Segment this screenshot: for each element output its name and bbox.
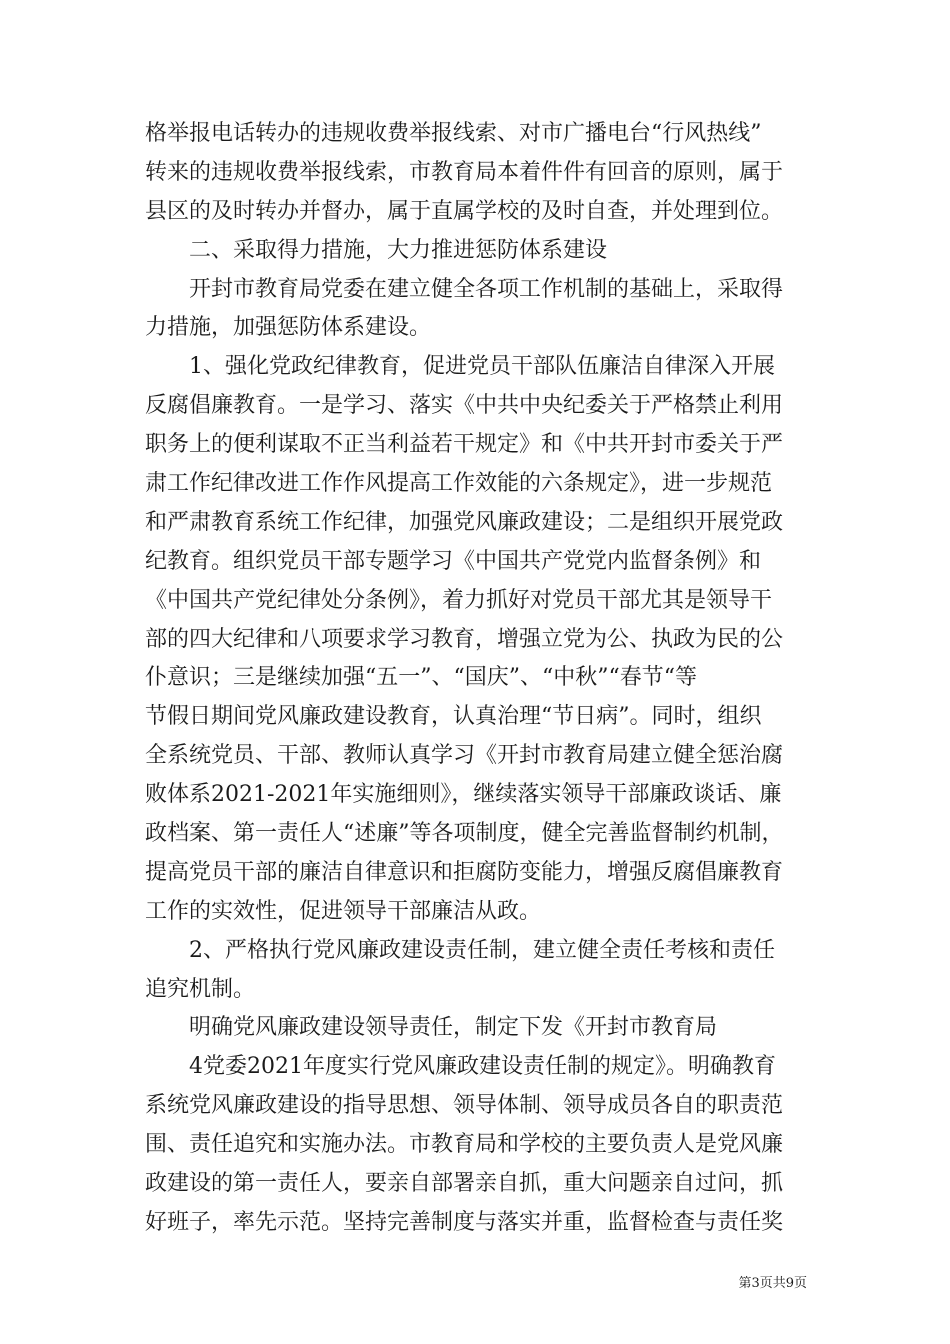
text-line: 政建设的第一责任人，要亲自部署亲自抓，重大问题亲自过问，抓 <box>145 1171 784 1197</box>
text-line: 仆意识；三是继续加强“五一”、“国庆”、“中秋”“春节“等 <box>145 665 697 691</box>
text-line: 开封市教育局党委在建立健全各项工作机制的基础上，采取得 <box>189 276 784 302</box>
text-line: 反腐倡廉教育。一是学习、落实《中共中央纪委关于严格禁止利用 <box>145 393 784 419</box>
text-line: 好班子，率先示范。坚持完善制度与落实并重，监督检查与责任奖 <box>145 1209 784 1235</box>
text-line: 提高党员干部的廉洁自律意识和拒腐防变能力，增强反腐倡廉教育 <box>145 859 784 885</box>
text-line: 县区的及时转办并督办，属于直属学校的及时自查，并处理到位。 <box>145 198 784 224</box>
text-line: 节假日期间党风廉政建设教育，认真治理“节日病”。同时，组织 <box>145 704 762 730</box>
text-line: 工作的实效性，促进领导干部廉洁从政。 <box>145 898 542 924</box>
text-line: 肃工作纪律改进工作作风提高工作效能的六条规定》，进一步规范 <box>145 471 773 497</box>
text-line: 格举报电话转办的违规收费举报线索、对市广播电台“行风热线” <box>145 121 762 146</box>
text-line: 4党委2021年度实行党风廉政建设责任制的规定》。明确教育 <box>189 1054 776 1080</box>
page-number: 第3页共9页 <box>738 1276 807 1291</box>
text-line: 职务上的便利谋取不正当利益若干规定》和《中共开封市委关于严 <box>145 432 784 458</box>
text-line: 追究机制。 <box>145 976 256 1002</box>
text-line: 明确党风廉政建设领导责任，制定下发《开封市教育局 <box>189 1015 718 1041</box>
text-line: 《中国共产党纪律处分条例》，着力抓好对党员干部尤其是领导干 <box>145 587 773 613</box>
text-line: 纪教育。组织党员干部专题学习《中国共产党党内监督条例》和 <box>145 548 762 574</box>
text-line: 部的四大纪律和八项要求学习教育，增强立党为公、执政为民的公 <box>145 626 784 652</box>
document-body <box>145 115 810 1243</box>
text-line: 转来的违规收费举报线索，市教育局本着件件有回音的原则，属于 <box>145 159 784 185</box>
text-line: 系统党风廉政建设的指导思想、领导体制、领导成员各自的职责范 <box>145 1093 784 1119</box>
subsection-heading: 2、严格执行党风廉政建设责任制，建立健全责任考核和责任 <box>189 937 775 963</box>
text-line: 力措施，加强惩防体系建设。 <box>145 315 432 341</box>
text-line: 败体系2021-2021年实施细则》，继续落实领导干部廉政谈话、廉 <box>145 782 782 808</box>
section-heading: 二、采取得力措施，大力推进惩防体系建设 <box>189 237 608 263</box>
text-line: 和严肃教育系统工作纪律，加强党风廉政建设；二是组织开展党政 <box>145 509 784 535</box>
text-line: 政档案、第一责任人“述廉”等各项制度，健全完善监督制约机制， <box>145 821 784 847</box>
subsection-heading: 1、强化党政纪律教育，促进党员干部队伍廉洁自律深入开展 <box>189 354 775 380</box>
text-line: 全系统党员、干部、教师认真学习《开封市教育局建立健全惩治腐 <box>145 743 784 769</box>
text-line: 围、责任追究和实施办法。市教育局和学校的主要负责人是党风廉 <box>145 1132 784 1158</box>
